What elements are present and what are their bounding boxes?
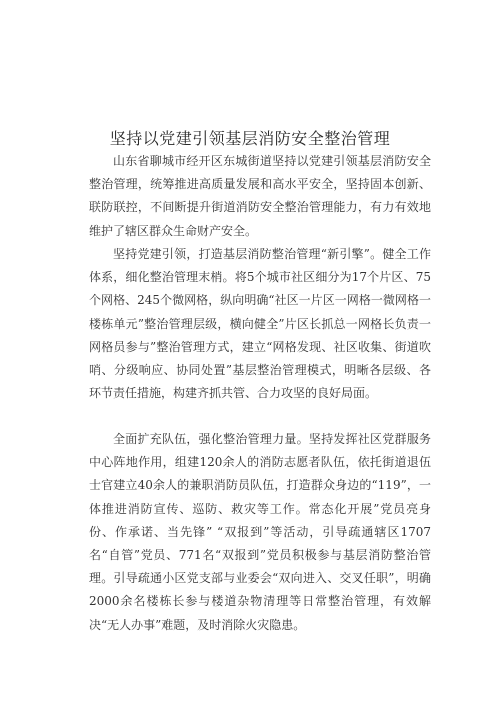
- paragraph-party-leadership: 坚持党建引领，打造基层消防整治管理“新引擎”。健全工作体系，细化整治管理末梢。将5个城市社区细分为17个片区、75个网格、245个微网格，纵向明确“社区一片区一网格一微网格一楼栋单元”整治管理层级，横向健全”片区长抓总一网格长负责一网格员参与”整治管理方式，建立“网格发现、社区收集、街道吹哨、分级响应、协同处置”基层整治管理模式，明晰各层级、各环节责任措施，构建齐抓共管、合力攻坚的良好局面。: [89, 247, 431, 401]
- document-title: 坚持以党建引领基层消防安全整治管理: [109, 128, 391, 148]
- paragraph-intro: 山东省聊城市经开区东城街道坚持以党建引领基层消防安全整治管理，统筹推进高质量发展和高水平安全，坚持固本创新、联防联控，不间断提升街道消防安全整治管理能力，有力有效地维护了辖区群众生命财产安全。: [89, 154, 431, 238]
- paragraph-team-expansion: 全面扩充队伍，强化整治管理力量。坚持发挥社区党群服务中心阵地作用，组建120余人的消防志愿者队伍，依托街道退伍士官建立40余人的兼职消防员队伍，打造群众身边的“119”，一体推进消防宣传、巡防、救灾等工作。常态化开展”党员亮身份、作承诺、当先锋” “双报到”等活动，引导疏通辖区1707名“自管”党员、771名“双报到”党员积极参与基层消防整治管理。引导疏通小区党支部与业委会“双向进入、交叉任职”，明确2000余名楼栋长参与楼道杂物清理等日常整治管理，有效解决“无人办事”难题，及时消除火灾隐患。: [89, 432, 431, 632]
